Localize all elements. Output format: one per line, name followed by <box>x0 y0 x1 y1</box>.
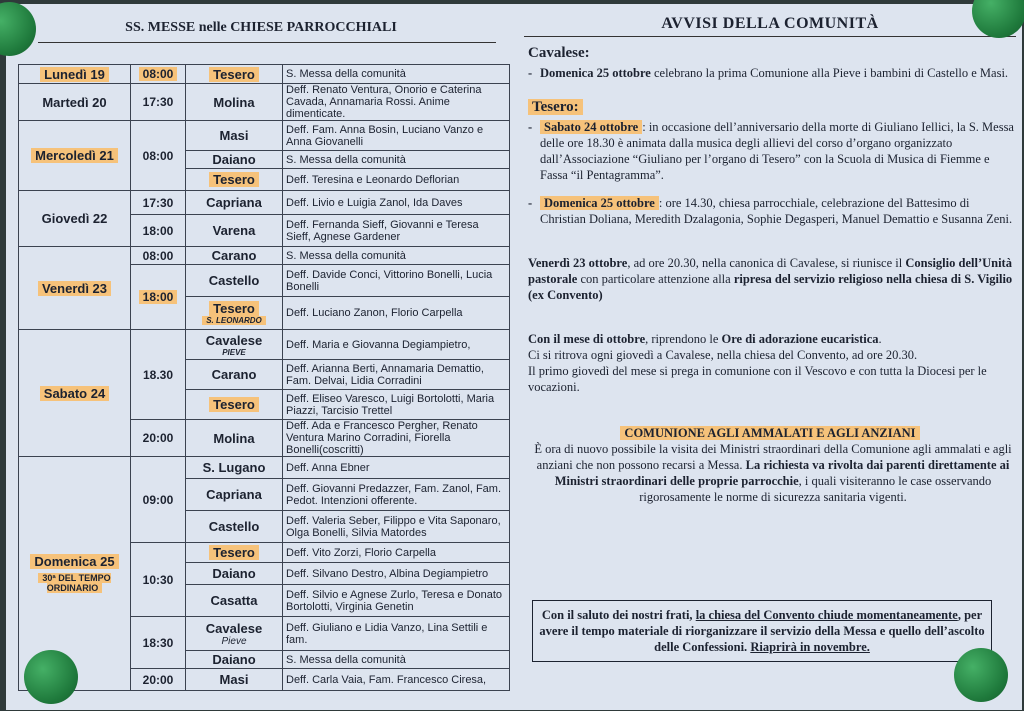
notice-adoration: Con il mese di ottobre, riprendono le Ore di adorazione eucaristica. Ci si ritrova ogni giovedì a Cavalese, nella chiesa del Convento, ad ore 20.30. Il primo giovedì del mese si prega in comunione con il Vescovo e con tutta la Diocesi per le vocazioni. <box>528 332 987 394</box>
time-cell: 09:00 <box>131 457 186 543</box>
notice-tesero-sunday: - Domenica 25 ottobre : ore 14.30, chiesa parrocchiale, celebrazione del Battesimo di Christian Doliana, Meredith Dzalagonia, Sophie Degasperi, Manuel Demattio e Susanna Zeni. <box>528 195 1018 227</box>
church-cell: Capriana <box>186 479 283 511</box>
pin-icon <box>954 648 1008 702</box>
day-cell: Mercoledì 21 <box>19 121 131 191</box>
time-cell: 18:00 <box>131 215 186 247</box>
intention-cell: Deff. Arianna Berti, Annamaria Demattio, Fam. Delvai, Lidia Corradini <box>283 360 510 390</box>
intention-cell: S. Messa della comunità <box>283 65 510 84</box>
section-tesero: Tesero: <box>528 99 1022 115</box>
church-cell: Tesero <box>186 65 283 84</box>
intention-cell: Deff. Valeria Seber, Filippo e Vita Saponaro, Olga Bonelli, Silvia Matordes <box>283 511 510 543</box>
day-cell: Martedì 20 <box>19 84 131 121</box>
intention-cell: Deff. Silvio e Agnese Zurlo, Teresa e Donato Bortolotti, Virginia Genetin <box>283 585 510 617</box>
church-cell: Molina <box>186 420 283 457</box>
time-cell: 18.30 <box>131 330 186 420</box>
table-row <box>19 121 510 151</box>
church-cell: Castello <box>186 511 283 543</box>
intention-cell: Deff. Ada e Francesco Pergher, Renato Ventura Marino Corradini, Fiorella Bonelli(coscritti) <box>283 420 510 457</box>
time-cell: 17:30 <box>131 191 186 215</box>
day-cell: Giovedì 22 <box>19 191 131 247</box>
convent-closure-box: Con il saluto dei nostri frati, la chiesa del Convento chiude momentaneamente, per avere il tempo materiale di riorganizzare il servizio della Messa e quello dell’ascolto delle Confessioni. Riaprirà in novembre. <box>532 600 992 662</box>
day-cell: Domenica 25 30ª DEL TEMPO ORDINARIO <box>19 457 131 691</box>
notice-pastoral-council: Venerdì 23 ottobre, ad ore 20.30, nella canonica di Cavalese, si riunisce il Consiglio dell’Unità pastorale con particolare attenzione alla ripresa del servizio religioso nella chiesa di S. Vigilio (ex Convento) <box>528 256 1013 302</box>
pin-icon <box>24 650 78 704</box>
time-cell: 18:30 <box>131 617 186 669</box>
table-row <box>19 65 510 84</box>
liturgical-note: 30ª DEL TEMPO ORDINARIO <box>22 573 127 593</box>
church-cell: Tesero S. LEONARDO <box>186 297 283 330</box>
notice-cavalese-communion: - Domenica 25 ottobre celebrano la prima Comunione alla Pieve i bambini di Castello e Masi. <box>528 65 1018 81</box>
table-row <box>19 84 510 121</box>
church-cell: Daiano <box>186 151 283 169</box>
church-cell: Cavalese PIEVE <box>186 330 283 360</box>
church-cell: Tesero <box>186 169 283 191</box>
church-cell: Masi <box>186 669 283 691</box>
intention-cell: Deff. Maria e Giovanna Degiampietro, <box>283 330 510 360</box>
intention-cell: Deff. Anna Ebner <box>283 457 510 479</box>
intention-cell: Deff. Eliseo Varesco, Luigi Bortolotti, Maria Piazzi, Tarcisio Trettel <box>283 390 510 420</box>
intention-cell: Deff. Giovanni Predazzer, Fam. Zanol, Fam. Pedot. Intenzioni offerente. <box>283 479 510 511</box>
table-row <box>19 191 510 215</box>
community-notices <box>518 14 1022 710</box>
church-cell: Masi <box>186 121 283 151</box>
church-subtitle: S. LEONARDO <box>189 316 279 325</box>
church-cell: Carano <box>186 360 283 390</box>
schedule-title: SS. MESSE nelle CHIESE PARROCCHIALI <box>12 20 510 36</box>
time-cell: 08:00 <box>131 247 186 265</box>
church-cell: Tesero <box>186 543 283 563</box>
intention-cell: S. Messa della comunità <box>283 651 510 669</box>
church-cell: Varena <box>186 215 283 247</box>
church-subtitle: PIEVE <box>222 347 246 357</box>
communion-sick-heading: COMUNIONE AGLI AMMALATI E AGLI ANZIANI <box>518 425 1022 441</box>
intention-cell: Deff. Vito Zorzi, Florio Carpella <box>283 543 510 563</box>
church-cell: Casatta <box>186 585 283 617</box>
church-cell: S. Lugano <box>186 457 283 479</box>
intention-cell: Deff. Silvano Destro, Albina Degiampietro <box>283 563 510 585</box>
table-row <box>19 247 510 265</box>
schedule-table <box>18 64 510 691</box>
notice-sheet <box>6 4 1022 710</box>
time-cell: 20:00 <box>131 420 186 457</box>
mass-schedule <box>12 20 510 710</box>
church-cell: Daiano <box>186 651 283 669</box>
notice-communion-sick: È ora di nuovo possibile la visita dei Ministri straordinari della Comunione agli ammalati e agli anziani che non possono recarsi a Messa. La richiesta va rivolta dai parenti direttamente ai Ministri straordinari delle proprie parrocchie, i quali visiteranno le case osservando rigorosamente le norme di sicurezza sanitaria vigenti. <box>534 442 1012 504</box>
church-cell: Daiano <box>186 563 283 585</box>
intention-cell: S. Messa della comunità <box>283 151 510 169</box>
intention-cell: Deff. Renato Ventura, Onorio e Caterina Cavada, Annamaria Rossi. Anime dimenticate. <box>283 84 510 121</box>
intention-cell: Deff. Teresina e Leonardo Deflorian <box>283 169 510 191</box>
time-cell: 08:00 <box>131 65 186 84</box>
church-cell: Tesero <box>186 390 283 420</box>
intention-cell: Deff. Giuliano e Lidia Vanzo, Lina Settili e fam. <box>283 617 510 651</box>
intention-cell: Deff. Fam. Anna Bosin, Luciano Vanzo e Anna Giovanelli <box>283 121 510 151</box>
intention-cell: Deff. Fernanda Sieff, Giovanni e Teresa Sieff, Agnese Gardener <box>283 215 510 247</box>
intention-cell: Deff. Livio e Luigia Zanol, Ida Daves <box>283 191 510 215</box>
day-cell: Lunedì 19 <box>19 65 131 84</box>
intention-cell: Deff. Carla Vaia, Fam. Francesco Ciresa, <box>283 669 510 691</box>
time-cell: 17:30 <box>131 84 186 121</box>
church-cell: Carano <box>186 247 283 265</box>
day-cell: Sabato 24 <box>19 330 131 457</box>
notice-tesero-saturday: - Sabato 24 ottobre : in occasione dell’anniversario della morte di Giuliano Iellici, la S. Messa delle ore 18.30 è animata dalla musica degli allievi del corso d’organo organizzato dall’Associazione “Giuliano per l’organo di Tesero” con la Scuola di Musica di Fiemme e Fassa “il Pentagramma”. <box>528 119 1018 183</box>
intention-cell: Deff. Luciano Zanon, Florio Carpella <box>283 297 510 330</box>
time-cell: 20:00 <box>131 669 186 691</box>
church-cell: Cavalese Pieve <box>186 617 283 651</box>
intention-cell: S. Messa della comunità <box>283 247 510 265</box>
intention-cell: Deff. Davide Conci, Vittorino Bonelli, Lucia Bonelli <box>283 265 510 297</box>
church-cell: Castello <box>186 265 283 297</box>
church-cell: Molina <box>186 84 283 121</box>
church-subtitle: Pieve <box>221 635 247 647</box>
section-cavalese: Cavalese: <box>528 45 590 61</box>
time-cell: 08:00 <box>131 121 186 191</box>
notices-title: AVVISI DELLA COMUNITÀ <box>524 14 1016 37</box>
table-row <box>19 330 510 360</box>
time-cell: 18:00 <box>131 265 186 330</box>
day-cell: Venerdì 23 <box>19 247 131 330</box>
time-cell: 10:30 <box>131 543 186 617</box>
table-row <box>19 457 510 479</box>
church-cell: Capriana <box>186 191 283 215</box>
